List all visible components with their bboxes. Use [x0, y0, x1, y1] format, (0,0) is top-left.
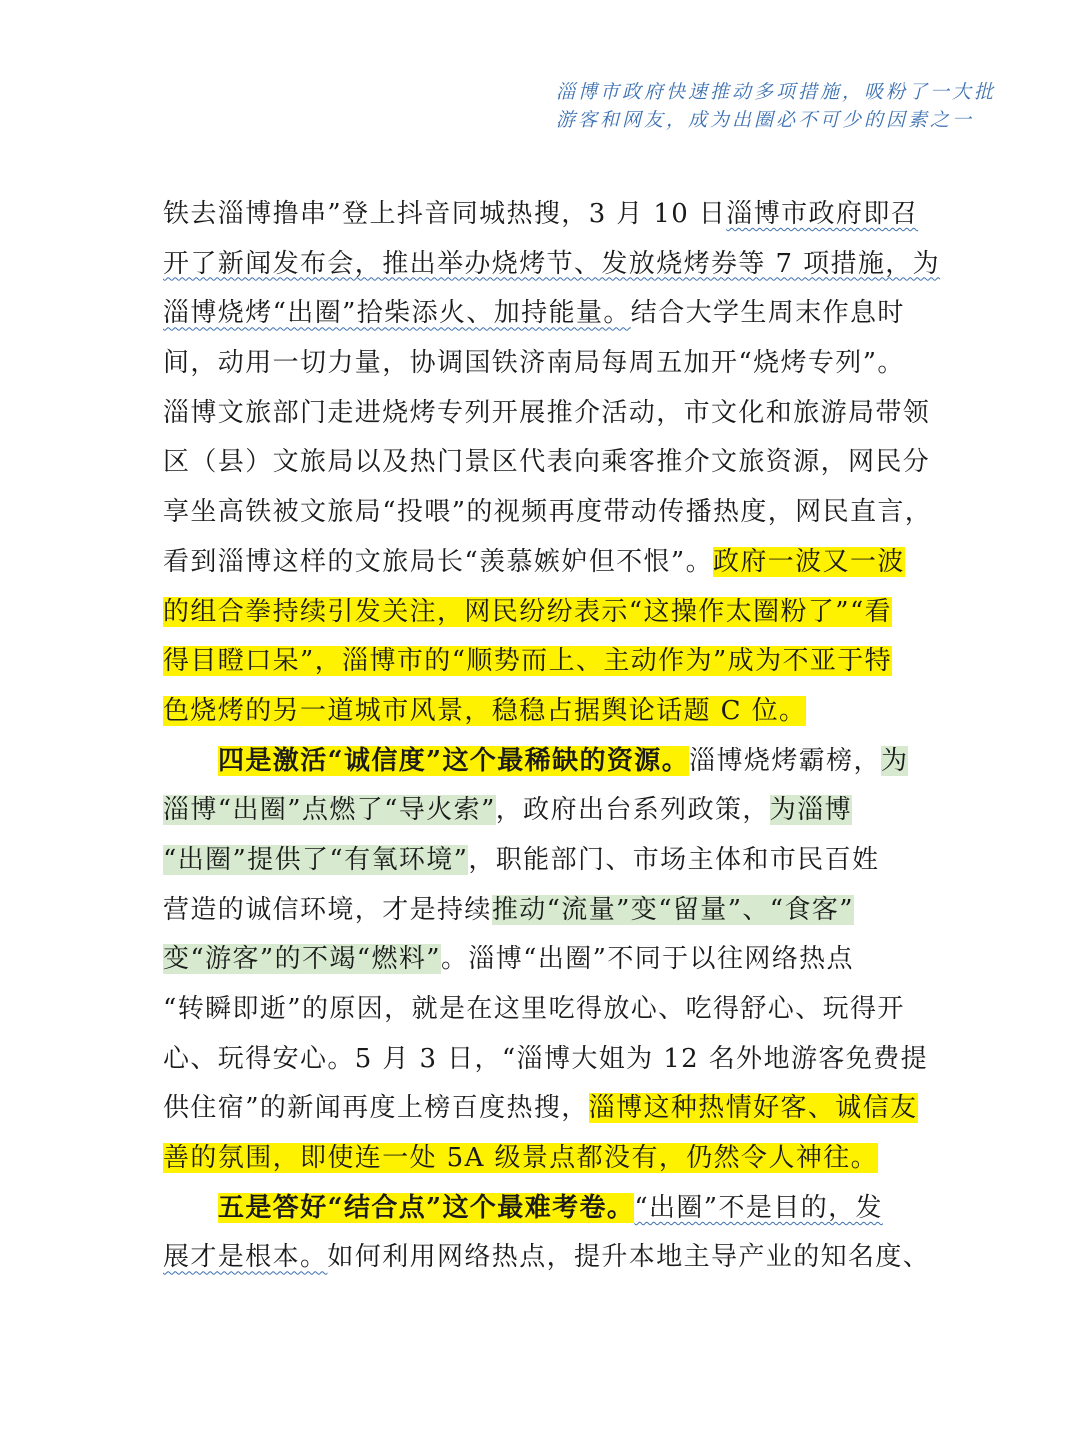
text-run: 如何利用网络热点，提升本地主导产业的知名度、 — [327, 1242, 931, 1273]
text-run: 看到淄博这样的文旅局长“羡慕嫉妒但不恨”。 — [163, 546, 713, 577]
text-run: 。淄博“出圈”不同于以往网络热点 — [440, 944, 854, 975]
yellow-highlight: 善的氛围，即使连一处 5A 级景点都没有，仍然令人神往。 — [163, 1143, 879, 1174]
yellow-highlight-heading: 五是答好“结合点”这个最难考卷。 — [218, 1192, 635, 1223]
text-line: 心、玩得安心。5 月 3 日，“淄博大姐为 12 名外地游客免费提 — [163, 1043, 928, 1074]
text-line — [163, 836, 918, 886]
text-line — [163, 786, 918, 836]
yellow-highlight-heading: 四是激活“诚信度”这个最稀缺的资源。 — [218, 745, 690, 776]
text-line — [163, 289, 918, 339]
text-line: 淄博文旅部门走进烧烤专列开展推介活动，市文化和旅游局带领 — [163, 397, 931, 428]
green-highlight: 为淄博 — [769, 795, 852, 826]
yellow-highlight: 得目瞪口呆”，淄博市的“顺势而上、主动作为”成为不亚于特 — [163, 646, 893, 677]
text-run: 淄博烧烤霸榜， — [689, 745, 881, 776]
text-run: 营造的诚信环境，才是持续 — [163, 894, 492, 925]
green-highlight: 变“游客”的不竭“燃料” — [163, 944, 441, 975]
text-line: 区（县）文旅局以及热门景区代表向乘客推介文旅资源，网民分 — [163, 447, 931, 478]
wavy-underlined-text: 淄博市政府即召 — [726, 199, 919, 229]
text-run: 供住宿”的新闻再度上榜百度热搜， — [163, 1093, 589, 1124]
text-line: “转瞬即逝”的原因，就是在这里吃得放心、吃得舒心、玩得开 — [163, 994, 905, 1024]
wavy-underlined-text: 淄博烧烤“出圈”拾柴添火、加持能量。 — [163, 298, 631, 329]
text-line — [163, 886, 918, 936]
annotation-line: 游客和网友，成为出圈必不可少的因素之一 — [556, 109, 975, 131]
green-highlight: “出圈”提供了“有氧环境” — [163, 844, 469, 875]
annotation-line: 淄博市政府快速推动多项措施，吸粉了一大批 — [556, 81, 997, 103]
yellow-highlight: 的组合拳持续引发关注，网民纷纷表示“这操作太圈粉了”“看 — [163, 596, 893, 627]
text-line — [163, 1184, 918, 1234]
text-line — [163, 1084, 918, 1134]
wavy-underlined-text: 开了新闻发布会，推出举办烧烤节、发放烧烤券等 7 项措施，为 — [163, 248, 941, 279]
margin-annotation — [556, 78, 1036, 134]
green-highlight: 推动“流量”变“留量”、“食客” — [491, 894, 854, 925]
text-line — [163, 737, 918, 787]
text-run: 结合大学生周末作息时 — [630, 298, 905, 329]
text-line — [163, 935, 918, 985]
text-line — [163, 1233, 931, 1283]
text-run: ，职能部门、市场主体和市民百姓 — [468, 844, 880, 875]
document-body — [163, 190, 941, 1283]
wavy-underlined-text: “出圈”不是目的，发 — [634, 1192, 883, 1223]
text-run: ，政府出台系列政策， — [495, 795, 770, 826]
text-line — [163, 687, 918, 737]
text-line — [163, 240, 941, 290]
yellow-highlight: 色烧烤的另一道城市风景，稳稳占据舆论话题 C 位。 — [163, 695, 807, 726]
wavy-underlined-text: 展才是根本。 — [163, 1242, 328, 1273]
text-line: 间，动用一切力量，协调国铁济南局每周五加开“烧烤专列”。 — [163, 348, 905, 379]
text-line — [163, 588, 918, 638]
text-line — [163, 637, 918, 687]
text-line — [163, 1134, 918, 1184]
yellow-highlight: 淄博这种热情好客、诚信友 — [588, 1093, 918, 1124]
green-highlight: 为 — [880, 745, 909, 776]
text-line: 享坐高铁被文旅局“投喂”的视频再度带动传播热度，网民直言， — [163, 497, 933, 528]
yellow-highlight: 政府一波又一波 — [713, 546, 905, 577]
text-run: 铁去淄博撸串”登上抖音同城热搜，3 月 10 日 — [163, 199, 727, 229]
green-highlight: 淄博“出圈”点燃了“导火索” — [163, 795, 496, 826]
text-line — [163, 538, 918, 588]
text-line — [163, 190, 918, 240]
